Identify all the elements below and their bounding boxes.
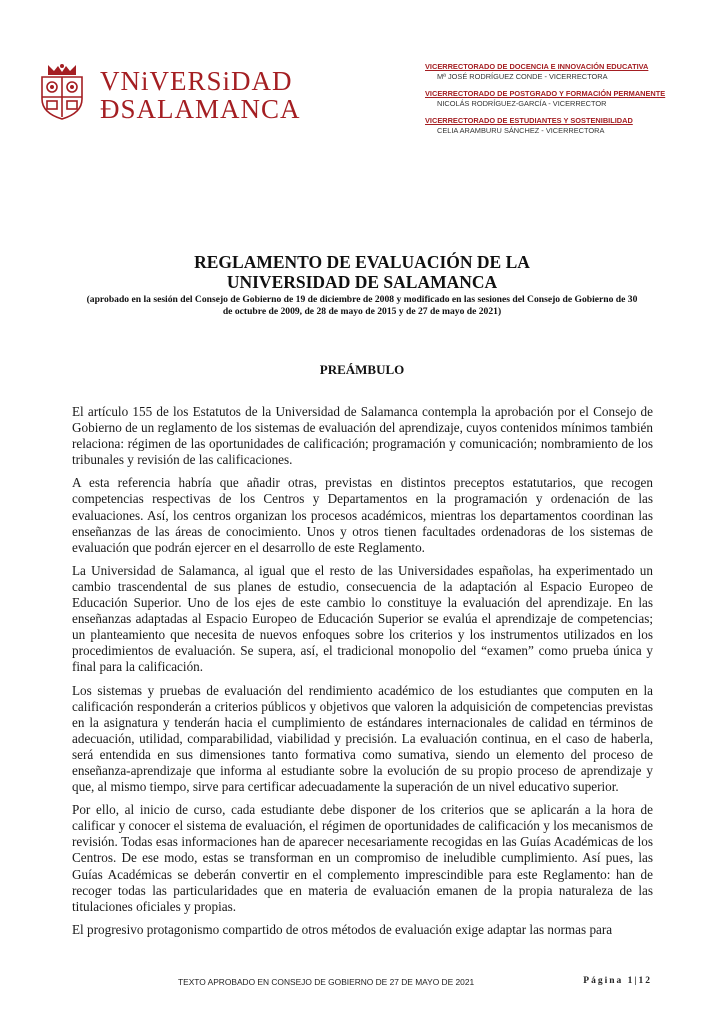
wordmark-line-2: ÐSALAMANCA [100,94,301,124]
wordmark-line-1: VNiVERSiDAD [100,66,293,96]
university-logo [34,63,301,124]
paragraph: El progresivo protagonismo compartido de otros métodos de evaluación exige adaptar las normas para [72,921,613,937]
paragraph: Los sistemas y pruebas de evaluación del rendimiento académico de los estudiantes que computen en la calificación responderán a criterios públicos y objetivos que valoren la adquisición de competencias previstas en la asignatura y tenderán hacia el cumplimiento de estándares internacionales de calidad en términos de adecuación, utilidad, comparabilidad, viabilidad y precisión. La evaluación continua, en el caso de haberla, será entendida en sus dimensiones tanto formativa como sumativa, siendo un elemento del proceso de enseñanza-aprendizaje que informa al estudiante sobre la evolución de su propio proceso de aprendizaje y que, al mismo tiempo, sirve para certificar adecuadamente la superación de un nivel educativo superior. [72,682,653,795]
title-line-2: UNIVERSIDAD DE SALAMANCA [226,272,498,292]
document-title [0,252,724,292]
vice-rectorates-list [425,62,695,143]
paragraph: Por ello, al inicio de curso, cada estudiante debe disponer de los criterios que se aplicarán a la hora de calificar y conocer el sistema de evaluación, el régimen de oportunidades de calificación y los mecanismos de revisión. Todas esas informaciones han de aparecer necesariamente recogidas en las Guías Académicas de los Centros. De ese modo, estas se transforman en un compromiso de ineludible cumplimiento. Así pues, las Guías Académicas se deberán convertir en el complemento imprescindible para este Reglamento: han de recoger todas las particularidades que en materia de evaluación emanen de la propia naturaleza de las titulaciones oficiales y propias. [72,802,653,914]
document-subtitle: (aprobado en la sesión del Consejo de Gobierno de 19 de diciembre de 2008 y modificado en las sesiones del Consejo de Gobierno de 30 de octubre de 2009, de 28 de mayo de 2015 y de 27 de mayo de 2021) [86,294,638,317]
paragraph: El artículo 155 de los Estatutos de la Universidad de Salamanca contempla la aprobación por el Consejo de Gobierno de un reglamento de los sistemas de evaluación del aprendizaje, cuyos contenidos mínimos también relaciona: régimen de las oportunidades de calificación; programación y comunicación; nombramiento de los tribunales y revisión de las calificaciones. [72,404,653,468]
paragraph: A esta referencia habría que añadir otras, previstas en distintos preceptos estatutarios, que recogen competencias respectivas de los Centros y Departamentos en la programación y ordenación de las evaluaciones. Así, los centros organizan los procesos académicos, mientras los departamentos coordinan las enseñanzas de las áreas de conocimiento. Unos y otros tienen facultades ordenadoras de los sistemas de evaluación que podrán ejercer en el desarrollo de este Reglamento. [72,475,653,555]
footer-text: TEXTO APROBADO EN CONSEJO DE GOBIERNO DE 27 DE MAYO DE 2021 [178,977,475,987]
page-number: Página 1|12 [583,976,652,986]
body-text [72,404,653,945]
office-person: Mª JOSÉ RODRÍGUEZ CONDE - VICERRECTORA [437,72,608,81]
section-heading: PREÁMBULO [319,362,405,377]
office-estudiantes [425,116,695,136]
office-docencia [425,62,695,82]
office-person: CELIA ARAMBURU SÁNCHEZ - VICERRECTORA [437,126,605,135]
office-name: VICERRECTORADO DE POSTGRADO Y FORMACIÓN PERMANENTE [425,89,666,98]
university-seal-icon [34,63,90,121]
office-person: NICOLÁS RODRÍGUEZ-GARCÍA - VICERRECTOR [437,99,607,108]
university-wordmark [100,67,301,123]
paragraph: La Universidad de Salamanca, al igual que el resto de las Universidades españolas, ha experimentado un cambio trascendental de sus planes de estudio, consecuencia de la adaptación al Espacio Europeo de Educación Superior. Uno de los ejes de este cambio lo constituye la evaluación del aprendizaje. En las enseñanzas adaptadas al Espacio Europeo de Educación Superior se evalúa el aprendizaje de competencias; un planteamiento que necesita de nuevos enfoques sobre los criterios y los instrumentos utilizados en los procedimientos de evaluación. Se supera, así, el tradicional monopolio del “examen” como prueba única y final para la calificación. [72,562,653,675]
office-name: VICERRECTORADO DE ESTUDIANTES Y SOSTENIBILIDAD [425,116,633,125]
office-name: VICERRECTORADO DE DOCENCIA E INNOVACIÓN EDUCATIVA [425,62,649,71]
title-line-1: REGLAMENTO DE EVALUACIÓN DE LA [194,252,530,272]
office-postgrado [425,89,695,109]
